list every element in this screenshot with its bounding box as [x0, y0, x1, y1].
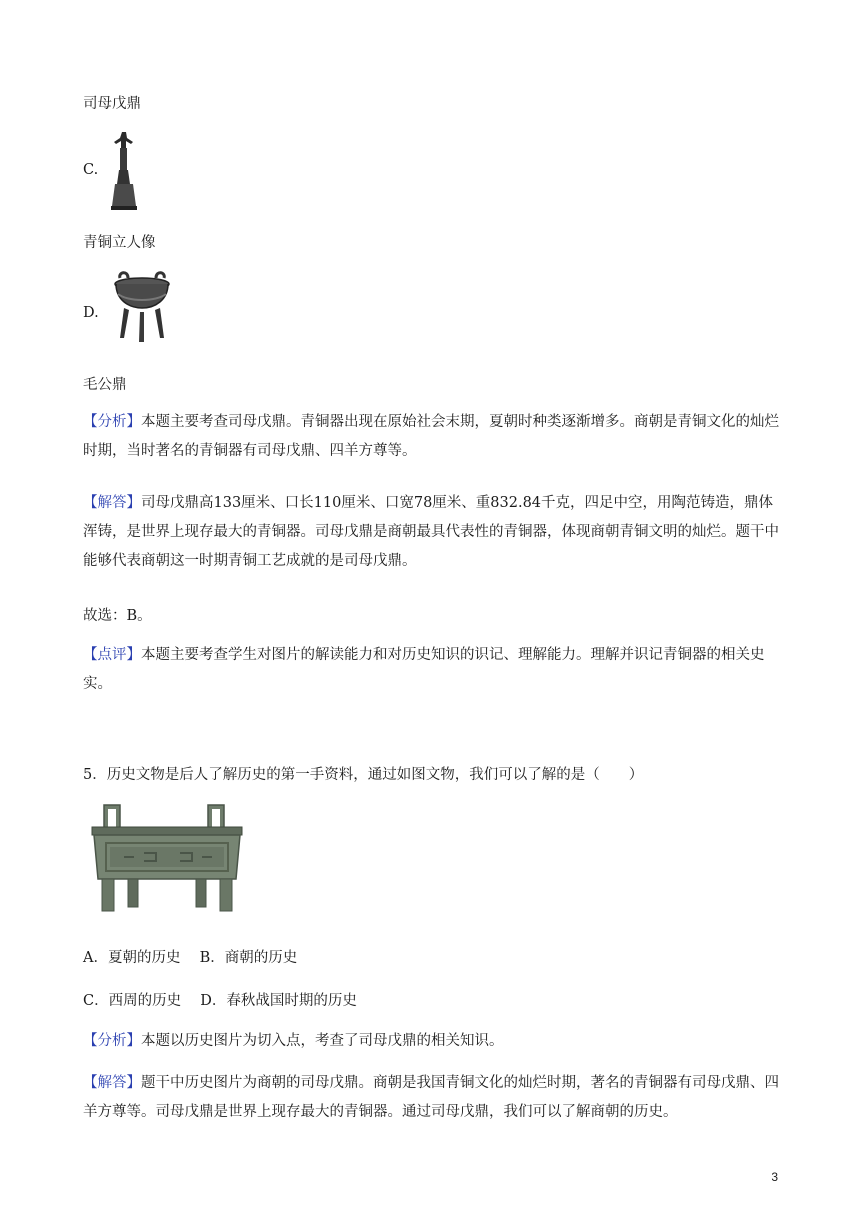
analysis-paragraph — [83, 408, 783, 466]
analysis-text: 本题主要考查司母戊鼎。青铜器出现在原始社会末期，夏朝时种类逐渐增多。商朝是青铜文化的灿烂时期，当时著名的青铜器有司母戊鼎、四羊方尊等。 — [83, 414, 779, 459]
comment-tag: 【点评】 — [83, 647, 141, 663]
q5-answer-paragraph — [83, 1069, 783, 1127]
option-c-caption: 青铜立人像 — [83, 235, 156, 251]
comment-paragraph — [83, 641, 783, 699]
q5-answer-text: 题干中历史图片为商朝的司母戊鼎。商朝是我国青铜文化的灿烂时期，著名的青铜器有司母戊鼎、四羊方尊等。司母戊鼎是世界上现存最大的青铜器。通过司母戊鼎，我们可以了解商朝的历史。 — [83, 1075, 779, 1120]
option-c-letter: C. — [83, 162, 99, 178]
q5-options-row2: C．西周的历史 D．春秋战国时期的历史 — [83, 993, 357, 1009]
maogong-ding-photo — [108, 270, 176, 354]
q5-analysis-paragraph — [83, 1027, 783, 1056]
simuwu-ding-photo — [84, 803, 244, 915]
bronze-standing-figure-photo — [107, 128, 141, 212]
answer-text: 司母戊鼎高133厘米、口长110厘米、口宽78厘米、重832.84千克，四足中空，用陶范铸造，鼎体浑铸，是世界上现存最大的青铜器。司母戊鼎是商朝最具代表性的青铜器，体现商朝青铜文明的灿烂。题干中能够代表商朝这一时期青铜工艺成就的是司母戊鼎。 — [83, 495, 779, 569]
analysis-tag: 【分析】 — [83, 414, 141, 430]
q5-answer-tag: 【解答】 — [83, 1075, 141, 1091]
option-d-letter: D. — [83, 305, 99, 321]
choice-line: 故选：B。 — [83, 608, 152, 624]
comment-text: 本题主要考查学生对图片的解读能力和对历史知识的识记、理解能力。理解并识记青铜器的相关史实。 — [83, 647, 765, 692]
answer-tag: 【解答】 — [83, 495, 141, 511]
q5-stem: 5．历史文物是后人了解历史的第一手资料，通过如图文物，我们可以了解的是（ ） — [83, 767, 644, 783]
answer-paragraph — [83, 489, 783, 576]
q5-options-row1: A．夏朝的历史 B．商朝的历史 — [83, 950, 298, 966]
option-d-caption: 毛公鼎 — [83, 377, 127, 393]
q5-analysis-tag: 【分析】 — [83, 1033, 141, 1049]
q5-analysis-text: 本题以历史图片为切入点，考查了司母戊鼎的相关知识。 — [141, 1033, 504, 1049]
page-number: 3 — [771, 1170, 778, 1184]
option-b-caption: 司母戊鼎 — [83, 96, 141, 112]
